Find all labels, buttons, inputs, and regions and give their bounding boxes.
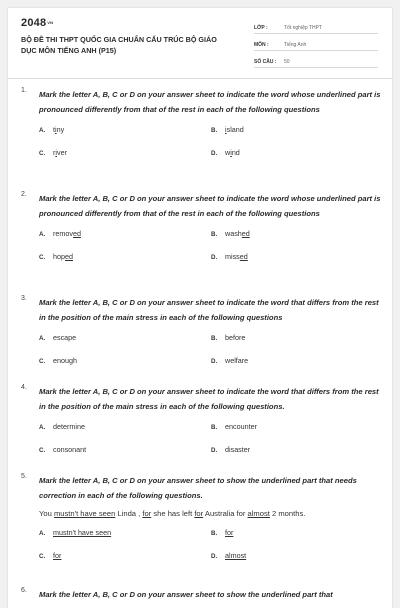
option-c[interactable] xyxy=(39,148,67,157)
option-text: nd xyxy=(231,148,240,157)
option-letter: D. xyxy=(211,553,218,560)
option-letter: C. xyxy=(39,150,46,157)
option-letter: A. xyxy=(39,127,46,134)
option-letter: B. xyxy=(211,424,218,431)
option-c[interactable] xyxy=(39,551,61,560)
option-d[interactable] xyxy=(211,356,248,365)
option-underlined: almost xyxy=(225,551,247,560)
option-text: disaster xyxy=(225,445,251,454)
question-number: 4. xyxy=(21,384,27,391)
option-text: welfare xyxy=(225,356,249,365)
option-d[interactable] xyxy=(211,252,248,261)
meta-value: 50 xyxy=(284,59,290,65)
option-d[interactable] xyxy=(211,445,250,454)
meta-row-count xyxy=(254,53,378,68)
option-text: encounter xyxy=(225,422,257,431)
option-text: sland xyxy=(226,125,244,134)
meta-value: Tốt nghiệp THPT xyxy=(284,25,322,31)
sentence-text: You xyxy=(39,509,54,518)
meta-key: SỐ CÂU : xyxy=(254,59,277,65)
option-underlined: for xyxy=(53,551,62,560)
option-letter: C. xyxy=(39,358,46,365)
option-underlined: mustn't have seen xyxy=(53,528,112,537)
option-underlined: ed xyxy=(65,252,73,261)
option-letter: D. xyxy=(211,447,218,454)
option-a[interactable] xyxy=(39,125,64,134)
question-number: 3. xyxy=(21,295,27,302)
option-letter: B. xyxy=(211,231,218,238)
option-group xyxy=(39,333,381,379)
option-a[interactable] xyxy=(39,333,76,342)
sentence-underlined: for xyxy=(194,509,204,518)
exam-meta xyxy=(254,19,378,70)
question-number: 6. xyxy=(21,587,27,594)
option-a[interactable] xyxy=(39,528,111,537)
option-b[interactable] xyxy=(211,333,245,342)
sentence-underlined: almost xyxy=(247,509,270,518)
sentence-text: she has left xyxy=(151,509,195,518)
meta-key: LỚP : xyxy=(254,25,268,31)
question-instruction: Mark the letter A, B, C or D on your answer sheet to show the underlined part that needs correction in each of the following questions. xyxy=(39,476,357,500)
option-letter: D. xyxy=(211,358,218,365)
option-text: escape xyxy=(53,333,77,342)
option-d[interactable] xyxy=(211,551,246,560)
logo-text: 2048 xyxy=(21,17,47,29)
question-instruction: Mark the letter A, B, C or D on your answer sheet to indicate the word whose underlined part is pronounced differently from that of the rest in each of the following questions xyxy=(39,90,381,114)
question-instruction: Mark the letter A, B, C or D on your answer sheet to show the underlined part that xyxy=(39,590,333,599)
option-text: hop xyxy=(53,252,65,261)
option-letter: A. xyxy=(39,231,46,238)
option-text: consonant xyxy=(53,445,87,454)
site-logo[interactable] xyxy=(21,17,53,29)
exam-title: BỘ ĐỀ THI THPT QUỐC GIA CHUẨN CẤU TRÚC BỘ GIÁO DỤC MÔN TIẾNG ANH (P15) xyxy=(21,35,217,55)
option-text: t xyxy=(53,125,55,134)
option-letter: D. xyxy=(211,150,218,157)
option-d[interactable] xyxy=(211,148,240,157)
question-3 xyxy=(21,295,381,379)
option-b[interactable] xyxy=(211,528,233,537)
question-4 xyxy=(21,384,381,468)
question-instruction: Mark the letter A, B, C or D on your answer sheet to indicate the word that differs from the rest in the position of the main stress in each of the following questions. xyxy=(39,387,379,411)
meta-row-class xyxy=(254,19,378,34)
option-letter: C. xyxy=(39,447,46,454)
option-letter: B. xyxy=(211,530,218,537)
option-group xyxy=(39,229,381,275)
option-c[interactable] xyxy=(39,356,77,365)
logo-superscript: VN xyxy=(47,20,54,25)
sentence-text: 2 months. xyxy=(269,509,306,518)
sentence-text: Australia for xyxy=(203,509,248,518)
option-text: w xyxy=(225,148,231,157)
option-letter: A. xyxy=(39,424,46,431)
sentence-underlined: mustn't have seen xyxy=(53,509,116,518)
option-letter: D. xyxy=(211,254,218,261)
question-instruction: Mark the letter A, B, C or D on your answer sheet to indicate the word that differs from the rest in the position of the main stress in each of the following questions xyxy=(39,298,379,322)
meta-key: MÔN : xyxy=(254,42,269,48)
option-text: enough xyxy=(53,356,77,365)
option-text: before xyxy=(225,333,246,342)
question-number: 2. xyxy=(21,191,27,198)
option-underlined: ed xyxy=(241,229,250,238)
question-sentence xyxy=(39,509,381,518)
option-b[interactable] xyxy=(211,422,257,431)
option-underlined: i xyxy=(55,125,57,134)
sentence-underlined: for xyxy=(142,509,152,518)
option-underlined: ed xyxy=(72,229,81,238)
option-text: ver xyxy=(57,148,68,157)
question-number: 5. xyxy=(21,473,27,480)
option-group xyxy=(39,528,381,574)
question-number: 1. xyxy=(21,87,27,94)
option-group xyxy=(39,125,381,171)
option-letter: A. xyxy=(39,530,46,537)
exam-sheet xyxy=(8,8,392,608)
option-letter: B. xyxy=(211,335,218,342)
question-instruction: Mark the letter A, B, C or D on your answer sheet to indicate the word whose underlined part is pronounced differently from that of the rest in each of the following questions xyxy=(39,194,381,218)
meta-row-subject xyxy=(254,36,378,51)
exam-header xyxy=(8,8,392,79)
meta-value: Tiếng Anh xyxy=(284,42,307,48)
option-underlined: i xyxy=(230,148,232,157)
option-c[interactable] xyxy=(39,445,86,454)
option-c[interactable] xyxy=(39,252,73,261)
option-text: miss xyxy=(225,252,240,261)
option-text: remov xyxy=(53,229,73,238)
option-group xyxy=(39,422,381,468)
option-text: ny xyxy=(56,125,65,134)
option-a[interactable] xyxy=(39,229,81,238)
option-letter: B. xyxy=(211,127,218,134)
option-underlined: i xyxy=(55,148,58,157)
option-text: r xyxy=(53,148,56,157)
option-letter: C. xyxy=(39,254,46,261)
option-b[interactable] xyxy=(211,229,250,238)
option-underlined: for xyxy=(225,528,234,537)
question-5 xyxy=(21,473,381,574)
option-underlined: i xyxy=(225,125,227,134)
option-a[interactable] xyxy=(39,422,85,431)
option-text: determine xyxy=(53,422,85,431)
sentence-text: Linda , xyxy=(115,509,143,518)
question-1 xyxy=(21,87,381,171)
option-underlined: ed xyxy=(239,252,248,261)
option-letter: A. xyxy=(39,335,46,342)
option-text: wash xyxy=(225,229,242,238)
question-2 xyxy=(21,191,381,275)
option-letter: C. xyxy=(39,553,46,560)
option-b[interactable] xyxy=(211,125,244,134)
